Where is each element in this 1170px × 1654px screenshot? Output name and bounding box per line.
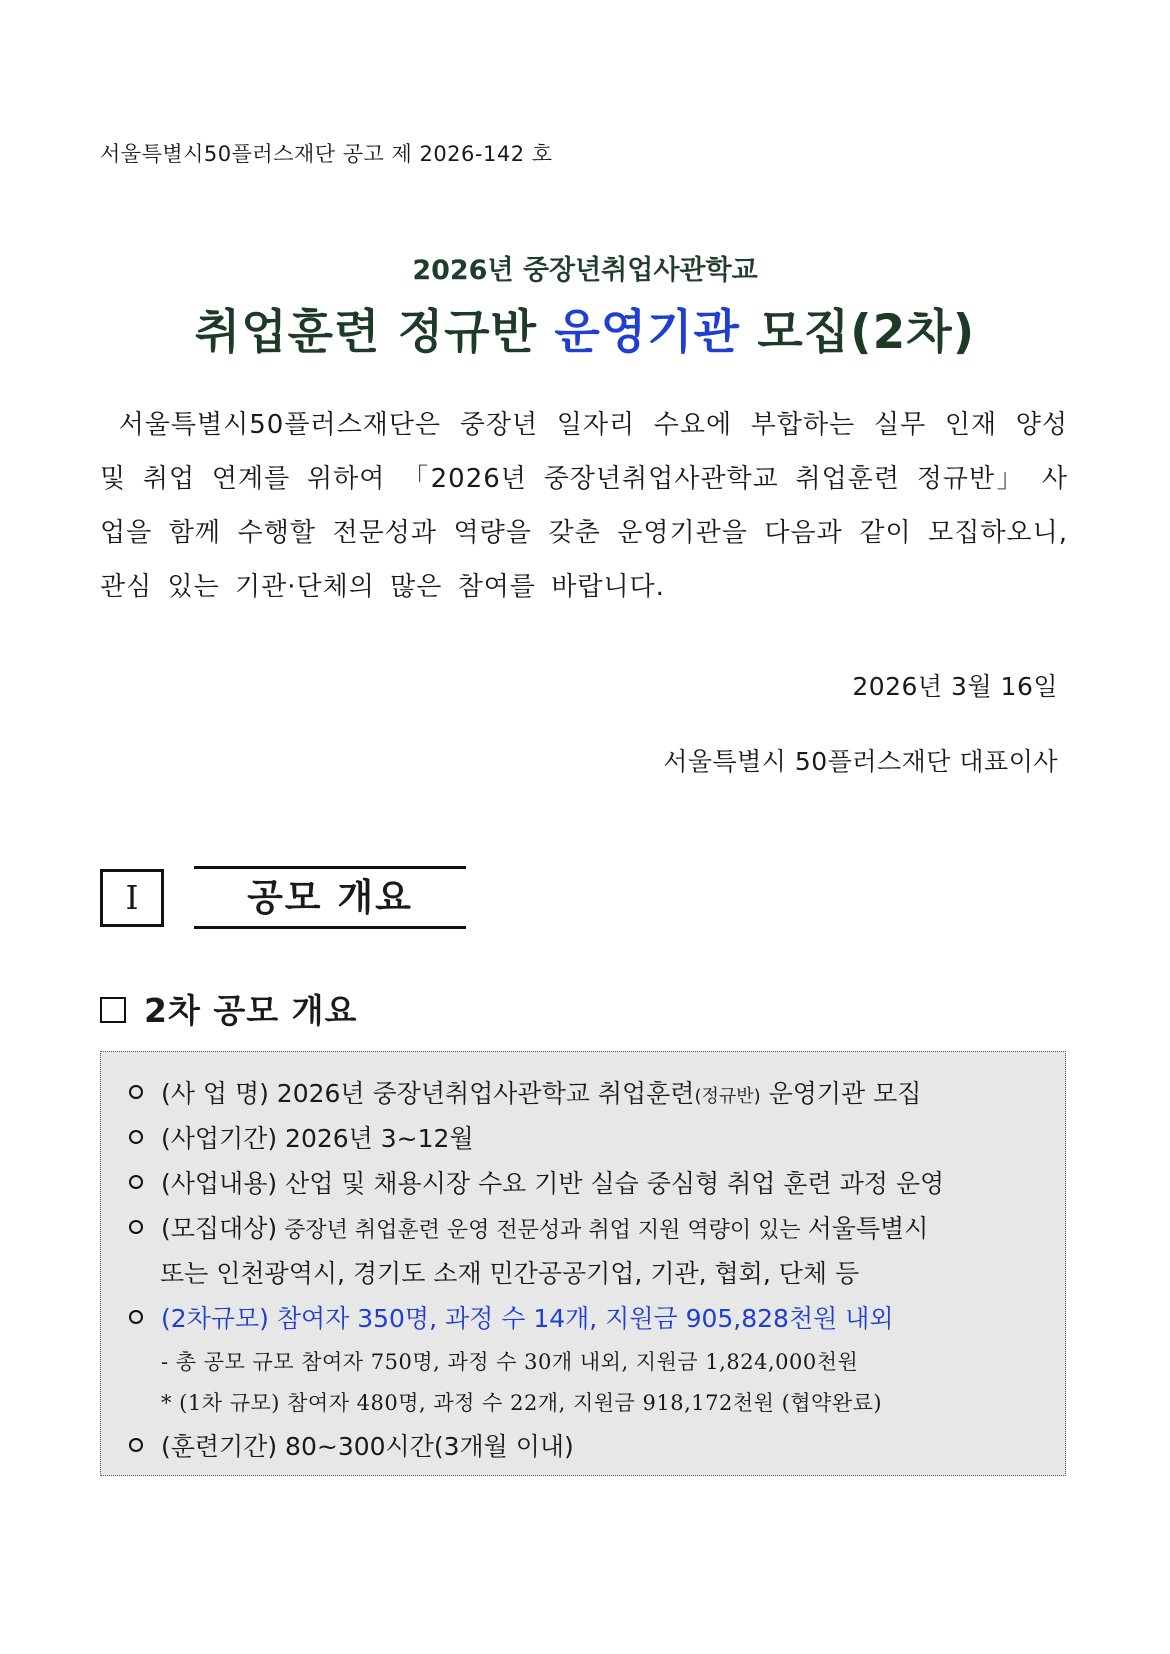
circle-bullet-icon bbox=[129, 1438, 143, 1452]
total-scale-note: - 총 공모 규모 참여자 750명, 과정 수 30개 내외, 지원금 1,824,000천원 bbox=[161, 1350, 859, 1374]
intro-text: 서울특별시50플러스재단은 중장년 일자리 수요에 부합하는 실무 인재 양성 및 취업 연계를 위하여 「2026년 중장년취업사관학교 취업훈련 정규반」 사업을 함께 수행할 전문성과 역량을 갖춘 운영기관을 다음과 같이 모집하오니, 관심 있는 기관·단체의 많은 참여를 바랍니다. bbox=[100, 410, 1069, 602]
item-label: (2차규모) bbox=[161, 1304, 269, 1333]
circle-bullet-icon bbox=[129, 1085, 143, 1099]
item-small-note: (정규반) bbox=[694, 1086, 761, 1107]
notice-number: 서울특별시50플러스재단 공고 제 2026-142 호 bbox=[100, 142, 553, 166]
announcement-date: 2026년 3월 16일 bbox=[852, 672, 1058, 701]
item-value: 중장년 취업훈련 운영 전문성과 취업 지원 역량이 있는 bbox=[277, 1218, 808, 1243]
title-part-2: 모집(2차) bbox=[739, 305, 976, 360]
overview-item-target-continued: 또는 인천광역시, 경기도 소재 민간공공기업, 기관, 협회, 단체 등 bbox=[160, 1259, 860, 1288]
section-number: Ⅰ bbox=[100, 869, 164, 927]
title-part-1: 취업훈련 정규반 bbox=[194, 305, 555, 360]
subsection-title: 2차 공모 개요 bbox=[144, 991, 358, 1030]
subsection-heading bbox=[100, 985, 357, 1032]
title-accent: 운영기관 bbox=[554, 305, 740, 360]
checkbox-icon bbox=[100, 997, 126, 1023]
item-value: 2026년 3~12월 bbox=[277, 1124, 474, 1153]
document-subtitle: 2026년 중장년취업사관학교 bbox=[412, 255, 758, 286]
intro-paragraph bbox=[100, 398, 1068, 614]
circle-bullet-icon bbox=[129, 1220, 143, 1234]
item-value-emphasis: 서울특별시 bbox=[807, 1214, 929, 1243]
item-label: (사업기간) bbox=[161, 1124, 278, 1153]
circle-bullet-icon bbox=[129, 1130, 143, 1144]
item-value: 2026년 중장년취업사관학교 취업훈련 bbox=[268, 1079, 695, 1108]
overview-item-project-name bbox=[129, 1074, 921, 1110]
item-value: 참여자 350명, 과정 수 14개, 지원금 905,828천원 내외 bbox=[268, 1304, 894, 1333]
document-title bbox=[0, 295, 1170, 362]
first-round-note: * (1차 규모) 참여자 480명, 과정 수 22개, 지원금 918,172천원 (협약완료) bbox=[161, 1391, 883, 1415]
item-value: 80~300시간(3개월 이내) bbox=[277, 1432, 574, 1461]
overview-item-target bbox=[129, 1209, 928, 1245]
overview-item-period bbox=[129, 1119, 474, 1155]
circle-bullet-icon bbox=[129, 1175, 143, 1189]
overview-item-training bbox=[129, 1427, 574, 1463]
item-label: (사 업 명) bbox=[161, 1079, 269, 1108]
item-label: (사업내용) bbox=[161, 1169, 278, 1198]
item-value: 산업 및 채용시장 수요 기반 실습 중심형 취업 훈련 과정 운영 bbox=[277, 1169, 945, 1198]
circle-bullet-icon bbox=[129, 1310, 143, 1324]
section-title: 공모 개요 bbox=[194, 866, 466, 929]
signatory: 서울특별시 50플러스재단 대표이사 bbox=[663, 747, 1058, 776]
overview-box bbox=[100, 1051, 1066, 1476]
overview-item-content bbox=[129, 1164, 944, 1200]
overview-item-scale bbox=[129, 1299, 894, 1335]
item-label: (모집대상) bbox=[161, 1214, 278, 1243]
item-label: (훈련기간) bbox=[161, 1432, 278, 1461]
item-value-tail: 운영기관 모집 bbox=[760, 1079, 922, 1108]
